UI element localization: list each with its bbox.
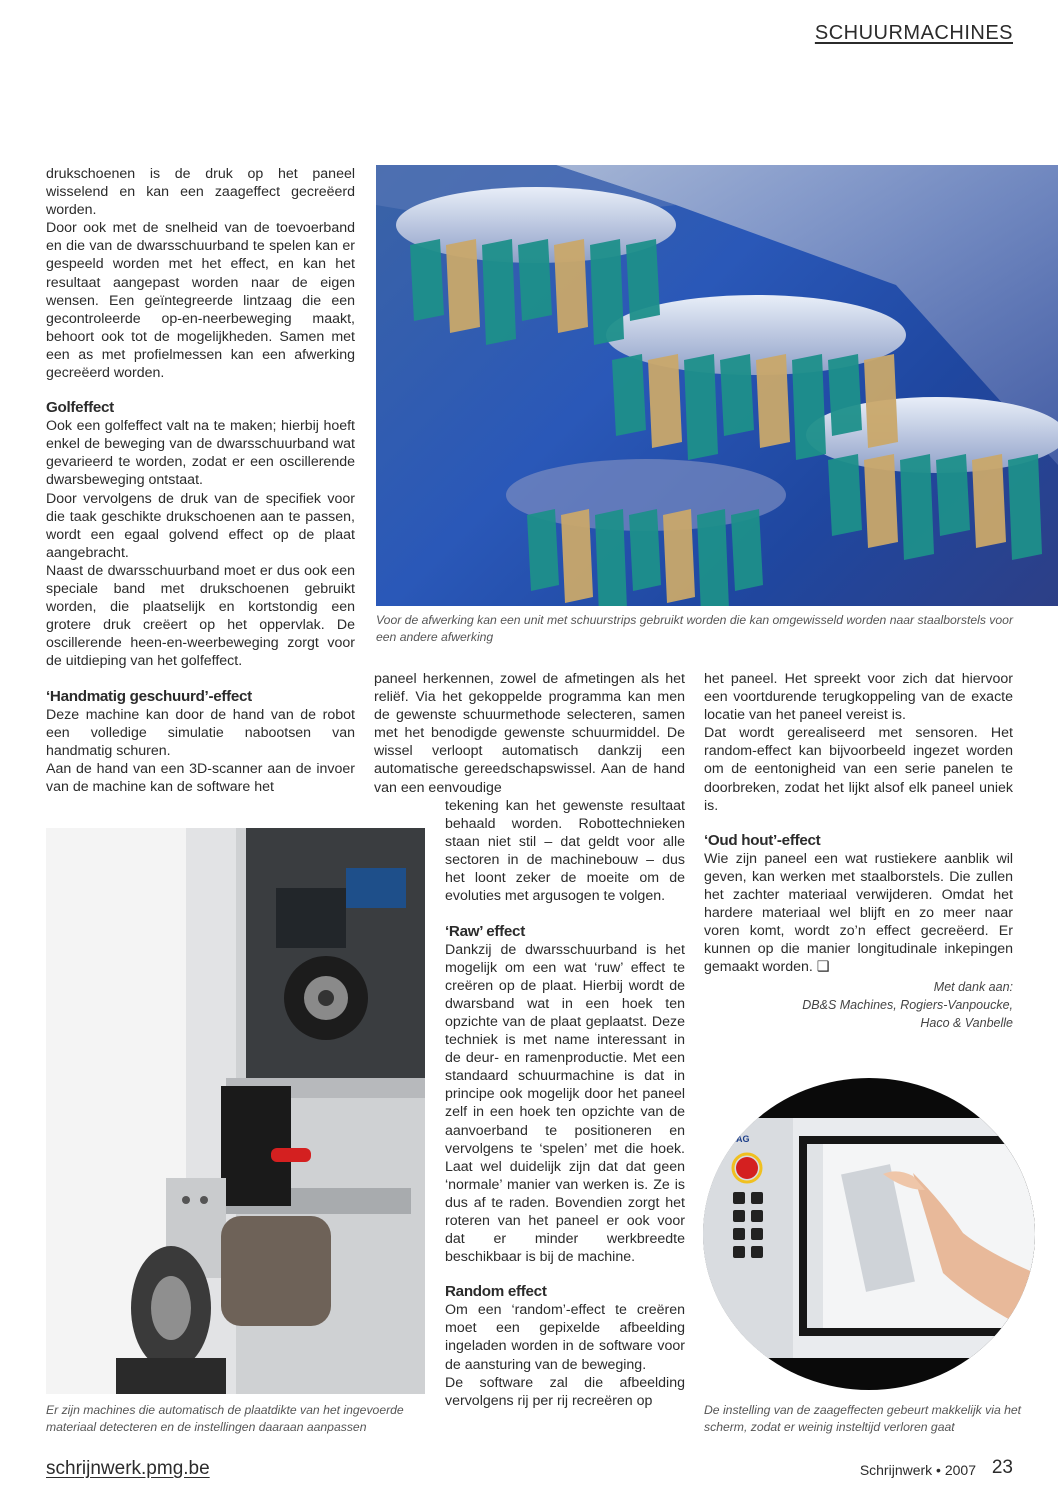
brush-tuft [792,354,826,460]
machine-illustration [46,828,425,1394]
brush-tuft [697,509,729,606]
brush-tuft [828,454,862,536]
heading-golfeffect: Golfeffect [46,399,114,417]
paragraph: Aan de hand van een 3D-scanner aan de invoer van de machine kan de software het [46,761,355,796]
column-2-continued [445,797,685,1410]
brush-tuft [864,354,898,448]
paragraph: Dankzij de dwarsschuurband is het mogelijk om een wat ‘ruw’ effect te creëren op de plaat. Hierbij wordt de dwarsband wat in een hoek ten opzichte van de plaat geplaatst. Deze techniek is met name interessant in de deur- en ramenproductie. Met een standaard schuurmachine is dat in principe ook mogelijk door het paneel zelf in een hoek ten opzichte van de aanvoerband te positioneren en vervolgens te ‘spelen’ met die hoek. Laat wel duidelijk zijn dat dat geen ‘normale’ manier van werken is. Ze is dus af te raden. Bovendien zorgt het roteren van het paneel er ook voor dat er minder werkbreedte beschikbaar is bij de machine. [445,941,685,1266]
brush-tuft [972,454,1006,548]
brush-tuft [684,354,718,460]
thanks-line: Haco & Vanbelle [920,1016,1013,1031]
footer-publication: Schrijnwerk • 2007 [859,1462,976,1478]
heading-handmatig: ‘Handmatig geschuurd’-effect [46,688,252,705]
column-1-continued [46,687,355,796]
paragraph: Ook een golfeffect valt na te maken; hierbij hoeft enkel de beweging van de dwarsschuurband wat gevarieerd te worden, zodat er een oscillerende dwarsbeweging ontstaat. [46,418,355,489]
paragraph: Door ook met de snelheid van de toevoerband en die van de dwarsschuurband te spelen kan er gespeeld worden met het effect, en kan het resultaat aangepast worden naar de eigen wensen. Een geïntegreerde lintzaag die een gecontroleerde op-en-neerbeweging maakt, behoort ook tot de mogelijkheden. Samen met een as met profielmessen kan een afwerking gecreëerd worden. [46,220,355,382]
column-2 [374,670,685,797]
paragraph: De software zal die afbeelding vervolgens rij per rij recreëren op [445,1374,685,1409]
touchscreen-illustration [703,1078,1035,1390]
brush-tuft [518,239,552,321]
paragraph: het paneel. Het spreekt voor zich dat hiervoor een voortdurende terugkoppeling van de exacte locatie van het paneel vereist is. [704,671,1013,724]
thanks [704,978,1013,1032]
paragraph: Door vervolgens de druk van de specifiek voor die taak geschikte drukschoenen aan te passen, wordt een egaal golvend effect op de plaat aangebracht. [46,490,355,561]
brush-tuft [554,239,588,333]
brush-tuft [527,509,559,591]
caption-machine: Er zijn machines die automatisch de plaatdikte van het ingevoerde materiaal detecteren en de instellingen daaraan aanpassen [46,1403,404,1434]
paragraph: Dat wordt gerealiseerd met sensoren. Het random-effect kan bijvoorbeeld ingezet worden om de eentonigheid van een serie panelen te doorbreken, zodat het lijkt alsof elk paneel uniek is. [704,725,1013,814]
homag-logo: HOMAG [715,1134,750,1144]
section-title: SCHUURMACHINES [814,22,1013,44]
touchscreen-photo [703,1078,1035,1390]
thanks-line: Met dank aan: [933,980,1013,995]
brush-tuft [612,354,646,436]
paragraph: tekening kan het gewenste resultaat behaald worden. Robottechnieken staan niet stil – dat geldt voor alle sectoren in de machinebouw – dus het loont zeker de moeite om de evoluties met argusogen te volgen. [445,798,685,905]
paragraph: drukschoenen is de druk op het paneel wisselend en kan een zaageffect gecreëerd worden. [46,166,355,219]
brush-tuft [590,239,624,345]
brush-tuft [629,509,661,591]
brush-tuft [595,509,627,606]
machine-photo [46,828,425,1394]
brush-tuft [410,239,444,321]
page-number: 23 [991,1457,1013,1478]
brush-tuft [482,239,516,345]
end-mark: ❑ [816,959,830,976]
brushes-illustration [376,165,1058,606]
brush-tuft [828,354,862,436]
paragraph: Naast de dwarsschuurband moet er dus ook een speciale band met drukschoenen gebruikt worden, die plaatselijk en kortstondig een grotere druk creëert op het oppervlak. De oscillerende heen-en-weerbeweging zorgt voor de uitdieping van het golfeffect. [46,562,355,670]
brush-tuft [731,509,763,591]
brush-tuft [648,354,682,448]
paragraph: Wie zijn paneel een wat rustiekere aanblik wil geven, kan werken met staalborstels. Die zullen het zachter materiaal verwijderen. Omdat het hardere materiaal wel blijft en zo meer naar voren komt, wordt zo’n effect gecreëerd. Er kunnen op die manier longitudinale inkepingen gemaakt worden. ❑ [704,850,1013,976]
column-3 [704,670,1013,1032]
heading-oud-hout: ‘Oud hout’-effect [704,831,821,849]
paragraph: Om een ‘random’-effect te creëren moet een gepixelde afbeelding ingeladen worden in de software voor de aansturing van de beweging. [445,1302,685,1373]
brush-tuft [756,354,790,448]
brush-tuft [626,239,660,321]
caption-screen: De instelling van de zaageffecten gebeurt makkelijk via het scherm, zodat er weinig insteltijd verloren gaat [704,1403,1022,1434]
heading-random-effect: Random effect [445,1283,547,1301]
thanks-line: DB&S Machines, Rogiers-Vanpoucke, [802,998,1013,1013]
brush-tuft [900,454,934,560]
heading-raw-effect: ‘Raw’ effect [445,922,525,940]
brush-tuft [446,239,480,333]
brush-tuft [864,454,898,548]
caption-brushes: Voor de afwerking kan een unit met schuurstrips gebruikt worden die kan omgewisseld worden naar staalborstels voor een andere afwerking [376,613,1014,644]
paragraph: Deze machine kan door de hand van de robot een volledige simulatie nabootsen van handmatig schuren. [46,707,355,760]
brushes-photo [376,165,1058,606]
brush-tuft [1008,454,1042,560]
brush-tuft [663,509,695,603]
footer-url[interactable]: schrijnwerk.pmg.be [46,1458,210,1479]
paragraph: paneel herkennen, zowel de afmetingen als het reliëf. Via het gekoppelde programma kan men de gewenste schuurmethode selecteren, samen met het benodigde gewenste schuurmiddel. De wissel verloopt automatisch dankzij een automatische gereedschapswissel. Aan de hand van een eenvoudige [374,671,685,796]
brush-tuft [936,454,970,536]
column-1 [46,165,355,670]
brush-tuft [720,354,754,436]
brush-tuft [561,509,593,603]
